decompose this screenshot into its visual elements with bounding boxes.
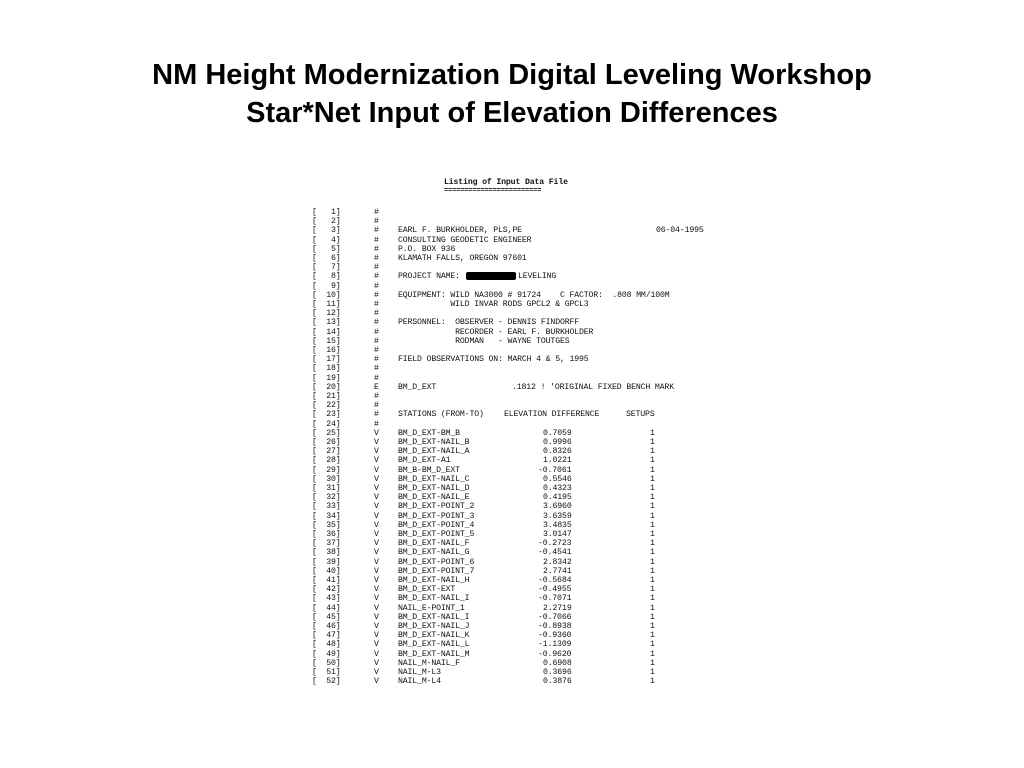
line-text: EARL F. BURKHOLDER, PLS,PE [398, 226, 522, 236]
setups-count: 1 [650, 447, 655, 457]
station-from-to: BM_D_EXT-NAIL_B [398, 438, 470, 447]
station-from-to: BM_D_EXT-NAIL_J [398, 622, 470, 631]
observation-row [312, 429, 712, 438]
line-number: [ 28] [312, 456, 341, 466]
listing-heading: Listing of Input Data File [444, 178, 568, 187]
observation-row [312, 640, 712, 649]
line-number: [ 32] [312, 493, 341, 503]
observation-row [312, 539, 712, 548]
listing-row [312, 410, 712, 419]
station-from-to: BM_D_EXT-POINT_3 [398, 511, 475, 521]
elevation-difference: 3.6359 [543, 511, 572, 521]
setups-count: 1 [650, 566, 655, 576]
station-from-to: NAIL_M-L4 [398, 677, 441, 687]
slide-title [0, 56, 1024, 132]
line-number: [ 6] [312, 254, 341, 263]
setups-count: 1 [650, 631, 655, 641]
record-code: # [374, 364, 379, 374]
station-from-to: BM_D_EXT-NAIL_E [398, 493, 470, 503]
setups-count: 1 [650, 668, 655, 677]
record-code: V [374, 493, 379, 503]
line-number: [ 17] [312, 355, 341, 365]
record-code: # [374, 272, 379, 282]
observation-row [312, 677, 712, 686]
station-from-to: BM_D_EXT-POINT_4 [398, 520, 475, 530]
observation-row [312, 466, 712, 475]
observation-row [312, 567, 712, 576]
line-number: [ 50] [312, 658, 341, 668]
line-number: [ 38] [312, 548, 341, 558]
line-number: [ 49] [312, 649, 341, 659]
line-number: [ 2] [312, 217, 341, 227]
line-number: [ 19] [312, 373, 341, 383]
setups-count: 1 [650, 493, 655, 503]
record-code: V [374, 530, 379, 539]
record-code: V [374, 502, 379, 512]
listing-row [312, 245, 712, 254]
listing-row [312, 226, 712, 235]
line-number: [ 40] [312, 566, 341, 576]
observation-row [312, 521, 712, 530]
line-text: BM_D_EXT [398, 382, 437, 392]
line-number: [ 18] [312, 364, 341, 374]
line-number: [ 21] [312, 392, 341, 401]
line-number: [ 29] [312, 465, 341, 475]
record-code: # [374, 300, 379, 309]
line-number: [ 45] [312, 612, 341, 622]
setups-count: 1 [650, 677, 655, 687]
record-code: # [374, 355, 379, 365]
station-from-to: BM_D_EXT-NAIL_I [398, 612, 470, 622]
observation-row [312, 659, 712, 668]
line-number: [ 51] [312, 668, 341, 677]
line-number: [ 8] [312, 272, 341, 282]
line-number: [ 27] [312, 447, 341, 457]
observation-row [312, 604, 712, 613]
line-number: [ 39] [312, 557, 341, 567]
record-code: V [374, 539, 379, 549]
setups-count: 1 [650, 585, 655, 595]
elevation-difference: -0.2723 [538, 539, 572, 549]
line-number: [ 42] [312, 585, 341, 595]
line-number: [ 33] [312, 502, 341, 512]
listing-row [312, 392, 712, 401]
setups-count: 1 [650, 511, 655, 521]
observation-row [312, 613, 712, 622]
setups-count: 1 [650, 622, 655, 631]
line-number: [ 37] [312, 539, 341, 549]
line-number: [ 10] [312, 290, 341, 300]
slide-title-line-2: Star*Net Input of Elevation Differences [246, 97, 778, 129]
line-text: KLAMATH FALLS, OREGON 97601 [398, 254, 527, 263]
station-from-to: BM_D_EXT-POINT_6 [398, 557, 475, 567]
slide-title-line-1: NM Height Modernization Digital Leveling Workshop [152, 59, 872, 91]
record-code: # [374, 217, 379, 227]
line-number: [ 52] [312, 677, 341, 687]
setups-count: 1 [650, 502, 655, 512]
setups-count: 1 [650, 612, 655, 622]
listing-row [312, 300, 712, 309]
record-code: V [374, 474, 379, 484]
elevation-difference: 2.2719 [543, 603, 572, 613]
station-from-to: NAIL_M-NAIL_F [398, 658, 460, 668]
observation-row [312, 668, 712, 677]
record-code: V [374, 612, 379, 622]
line-text: RECORDER - EARL F. BURKHOLDER [398, 327, 594, 337]
line-number: [ 48] [312, 640, 341, 650]
observation-row [312, 493, 712, 502]
observation-row [312, 475, 712, 484]
record-code: # [374, 401, 379, 411]
record-code: V [374, 438, 379, 447]
elevation-difference: 3.0147 [543, 530, 572, 539]
line-number: [ 41] [312, 576, 341, 585]
record-code: # [374, 373, 379, 383]
setups-count: 1 [650, 456, 655, 466]
elevation-difference: -0.9620 [538, 649, 572, 659]
observation-row [312, 576, 712, 585]
elevation-difference: 0.4323 [543, 484, 572, 493]
listing-row [312, 263, 712, 272]
record-code: # [374, 336, 379, 346]
line-number: [ 26] [312, 438, 341, 447]
line-number: [ 35] [312, 520, 341, 530]
listing-row [312, 374, 712, 383]
record-code: V [374, 649, 379, 659]
listing-row [312, 309, 712, 318]
elevation-difference: 0.8326 [543, 447, 572, 457]
line-number: [ 36] [312, 530, 341, 539]
listing-row [312, 346, 712, 355]
record-code: V [374, 566, 379, 576]
observation-row [312, 447, 712, 456]
fixed-benchmark-value: .1812 ! 'ORIGINAL FIXED BENCH MARK [512, 382, 674, 392]
setups-count: 1 [650, 539, 655, 549]
line-number: [ 30] [312, 474, 341, 484]
record-code: E [374, 382, 379, 392]
record-code: # [374, 244, 379, 254]
record-code: V [374, 594, 379, 604]
record-code: # [374, 254, 379, 263]
setups-count: 1 [650, 484, 655, 493]
station-from-to: BM_D_EXT-POINT_7 [398, 566, 475, 576]
record-code: V [374, 447, 379, 457]
line-number: [ 43] [312, 594, 341, 604]
station-from-to: BM_D_EXT-NAIL_D [398, 484, 470, 493]
observation-row [312, 502, 712, 511]
listing-row [312, 236, 712, 245]
record-code: # [374, 309, 379, 319]
elevation-difference: 1.0221 [543, 456, 572, 466]
setups-count: 1 [650, 520, 655, 530]
line-number: [ 11] [312, 300, 341, 309]
setups-count: 1 [650, 474, 655, 484]
elevation-difference: -0.9360 [538, 631, 572, 641]
record-code: # [374, 263, 379, 273]
listing-row [312, 291, 712, 300]
observation-row [312, 650, 712, 659]
elevation-difference: -1.1309 [538, 640, 572, 650]
station-from-to: NAIL_M-L3 [398, 668, 441, 677]
line-number: [ 34] [312, 511, 341, 521]
record-code: V [374, 622, 379, 631]
station-from-to: BM_D_EXT-BM_B [398, 428, 460, 438]
record-code: # [374, 226, 379, 236]
line-number: [ 15] [312, 336, 341, 346]
record-code: V [374, 428, 379, 438]
station-from-to: BM_D_EXT-NAIL_H [398, 576, 470, 585]
line-number: [ 46] [312, 622, 341, 631]
record-code: # [374, 208, 379, 217]
line-text: EQUIPMENT: WILD NA3000 # 91724 C FACTOR: .808 MM/100M [398, 290, 670, 300]
setups-count: 1 [650, 649, 655, 659]
station-from-to: BM_B-BM_D_EXT [398, 465, 460, 475]
line-number: [ 31] [312, 484, 341, 493]
station-from-to: BM_D_EXT-NAIL_M [398, 649, 470, 659]
line-text: WILD INVAR RODS GPCL2 & GPCL3 [398, 300, 589, 309]
record-code: V [374, 484, 379, 493]
line-number: [ 5] [312, 244, 341, 254]
record-code: # [374, 290, 379, 300]
column-header-setups: SETUPS [626, 410, 655, 420]
record-code: # [374, 318, 379, 328]
setups-count: 1 [650, 640, 655, 650]
station-from-to: BM_D_EXT-NAIL_I [398, 594, 470, 604]
elevation-difference: 0.9996 [543, 438, 572, 447]
station-from-to: BM_D_EXT-NAIL_A [398, 447, 470, 457]
line-number: [ 47] [312, 631, 341, 641]
station-from-to: BM_D_EXT-POINT_5 [398, 530, 475, 539]
station-from-to: BM_D_EXT-EXT [398, 585, 456, 595]
listing-row [312, 208, 712, 217]
station-from-to: BM_D_EXT-A1 [398, 456, 451, 466]
elevation-difference: 0.3696 [543, 668, 572, 677]
line-number: [ 24] [312, 419, 341, 429]
record-code: # [374, 327, 379, 337]
line-text: RODMAN - WAYNE TOUTGES [398, 336, 570, 346]
record-code: # [374, 392, 379, 401]
elevation-difference: 2.8342 [543, 557, 572, 567]
observation-row [312, 548, 712, 557]
setups-count: 1 [650, 438, 655, 447]
line-number: [ 25] [312, 428, 341, 438]
listing-heading-rule: ======================== [444, 187, 542, 195]
elevation-difference: -0.8938 [538, 622, 572, 631]
observation-row [312, 585, 712, 594]
setups-count: 1 [650, 428, 655, 438]
observation-row [312, 530, 712, 539]
setups-count: 1 [650, 658, 655, 668]
record-code: # [374, 410, 379, 420]
record-code: V [374, 658, 379, 668]
elevation-difference: -0.7066 [538, 612, 572, 622]
listing-row [312, 420, 712, 429]
line-number: [ 4] [312, 235, 341, 245]
record-code: V [374, 548, 379, 558]
setups-count: 1 [650, 603, 655, 613]
record-code: # [374, 281, 379, 291]
record-code: V [374, 557, 379, 567]
line-text: PERSONNEL: OBSERVER - DENNIS FINDORFF [398, 318, 580, 328]
line-number: [ 23] [312, 410, 341, 420]
line-number: [ 12] [312, 309, 341, 319]
line-number: [ 14] [312, 327, 341, 337]
station-from-to: NAIL_E-POINT_1 [398, 603, 465, 613]
line-number: [ 13] [312, 318, 341, 328]
scanned-listing [312, 178, 712, 686]
line-number: [ 3] [312, 226, 341, 236]
elevation-difference: 2.7741 [543, 566, 572, 576]
line-number: [ 9] [312, 281, 341, 291]
record-code: V [374, 640, 379, 650]
line-number: [ 7] [312, 263, 341, 273]
setups-count: 1 [650, 548, 655, 558]
column-header-elevation-difference: ELEVATION DIFFERENCE [504, 410, 600, 420]
station-from-to: BM_D_EXT-NAIL_K [398, 631, 470, 641]
record-code: V [374, 465, 379, 475]
record-code: V [374, 511, 379, 521]
elevation-difference: 0.6908 [543, 658, 572, 668]
listing-row [312, 217, 712, 226]
setups-count: 1 [650, 465, 655, 475]
line-number: [ 16] [312, 346, 341, 355]
observation-row [312, 438, 712, 447]
line-text: CONSULTING GEODETIC ENGINEER [398, 235, 532, 245]
record-code: V [374, 677, 379, 687]
listing-row [312, 337, 712, 346]
listing-row [312, 318, 712, 327]
elevation-difference: 0.7059 [543, 428, 572, 438]
station-from-to: BM_D_EXT-NAIL_L [398, 640, 470, 650]
listing-row [312, 383, 712, 392]
line-text: STATIONS (FROM-TO) [398, 410, 484, 420]
station-from-to: BM_D_EXT-POINT_2 [398, 502, 475, 512]
record-code: V [374, 456, 379, 466]
elevation-difference: -0.7071 [538, 594, 572, 604]
record-code: V [374, 576, 379, 585]
listing-row [312, 282, 712, 291]
setups-count: 1 [650, 530, 655, 539]
record-code: V [374, 520, 379, 530]
station-from-to: BM_D_EXT-NAIL_C [398, 474, 470, 484]
line-number: [ 44] [312, 603, 341, 613]
listing-row [312, 355, 712, 364]
line-number: [ 20] [312, 382, 341, 392]
elevation-difference: -0.4955 [538, 585, 572, 595]
setups-count: 1 [650, 557, 655, 567]
record-code: V [374, 631, 379, 641]
observation-row [312, 512, 712, 521]
listing-row [312, 254, 712, 263]
record-code: V [374, 585, 379, 595]
record-code: V [374, 668, 379, 677]
record-code: # [374, 235, 379, 245]
line-number: [ 22] [312, 401, 341, 411]
record-code: # [374, 419, 379, 429]
elevation-difference: 0.4195 [543, 493, 572, 503]
listing-row [312, 401, 712, 410]
listing-row [312, 328, 712, 337]
listing-row [312, 364, 712, 373]
line-text: P.O. BOX 936 [398, 244, 456, 254]
record-code: # [374, 346, 379, 355]
line-text: PROJECT NAME: [398, 272, 460, 282]
elevation-difference: -0.4541 [538, 548, 572, 558]
elevation-difference: 0.3876 [543, 677, 572, 687]
station-from-to: BM_D_EXT-NAIL_F [398, 539, 470, 549]
setups-count: 1 [650, 576, 655, 585]
observation-row [312, 456, 712, 465]
setups-count: 1 [650, 594, 655, 604]
observation-row [312, 631, 712, 640]
observation-row [312, 558, 712, 567]
elevation-difference: -0.7061 [538, 465, 572, 475]
elevation-difference: -0.5684 [538, 576, 572, 585]
elevation-difference: 0.5546 [543, 474, 572, 484]
elevation-difference: 3.4835 [543, 520, 572, 530]
record-code: V [374, 603, 379, 613]
line-number: [ 1] [312, 208, 341, 217]
elevation-difference: 3.6960 [543, 502, 572, 512]
observation-row [312, 484, 712, 493]
station-from-to: BM_D_EXT-NAIL_G [398, 548, 470, 558]
listing-date: 06-04-1995 [656, 226, 704, 236]
observation-row [312, 622, 712, 631]
observation-row [312, 594, 712, 603]
project-name-suffix: LEVELING [518, 272, 557, 282]
listing-row [312, 272, 712, 281]
line-text: FIELD OBSERVATIONS ON: MARCH 4 & 5, 1995 [398, 355, 589, 365]
